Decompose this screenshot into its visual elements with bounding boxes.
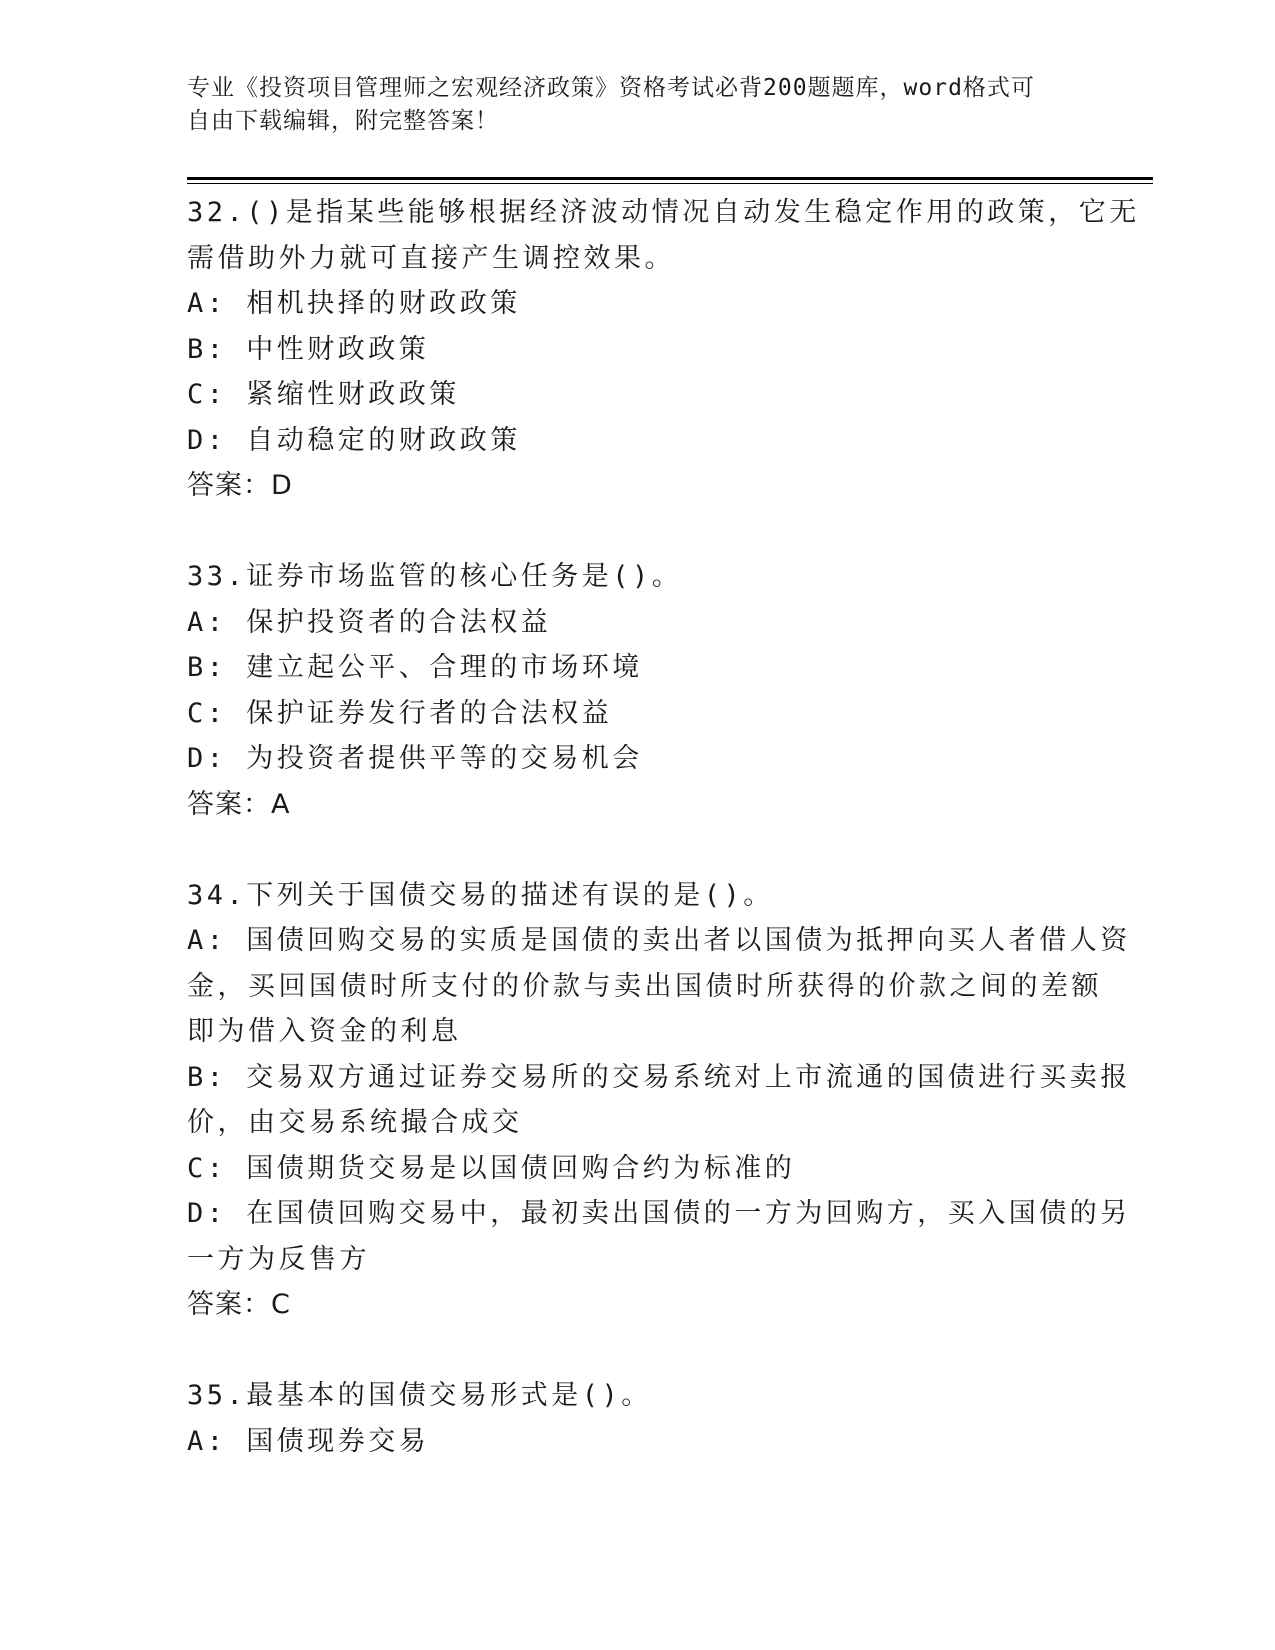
option-a: A: 保护投资者的合法权益 [187, 606, 552, 638]
option-a: A: 相机抉择的财政政策 [187, 288, 521, 319]
option-a: A: 国债回购交易的实质是国债的卖出者以国债为抵押向买人者借人资 [187, 925, 1131, 956]
option-b-continued: 价，由交易系统撮合成交 [187, 1107, 523, 1138]
question-list [187, 190, 1140, 1464]
question-stem: 34.下列关于国债交易的描述有误的是()。 [187, 879, 774, 911]
question-stem: 32.()是指某些能够根据经济波动情况自动发生稳定作用的政策，它无 [187, 197, 1140, 228]
option-d: D: 自动稳定的财政政策 [187, 424, 521, 456]
question-32 [187, 190, 1140, 509]
document-header [187, 72, 1087, 138]
option-b: B: 交易双方通过证券交易所的交易系统对上市流通的国债进行买卖报 [187, 1061, 1131, 1093]
header-line: 自由下载编辑，附完整答案！ [187, 108, 499, 134]
question-stem: 33.证券市场监管的核心任务是()。 [187, 561, 683, 592]
option-a: A: 国债现券交易 [187, 1425, 430, 1457]
header-divider-thick [187, 177, 1153, 180]
option-d: D: 为投资者提供平等的交易机会 [187, 743, 643, 774]
question-33 [187, 554, 1087, 827]
option-d: D: 在国债回购交易中，最初卖出国债的一方为回购方，买入国债的另 [187, 1198, 1131, 1229]
question-34 [187, 873, 1131, 1328]
option-b: B: 建立起公平、合理的市场环境 [187, 652, 643, 683]
option-c: C: 国债期货交易是以国债回购合约为标准的 [187, 1152, 796, 1184]
header-line: 专业《投资项目管理师之宏观经济政策》资格考试必背200题题库，word格式可 [187, 75, 1035, 101]
option-a-continued: 即为借入资金的利息 [187, 1016, 462, 1047]
header-divider-thin [187, 183, 1153, 184]
option-c: C: 紧缩性财政政策 [187, 379, 460, 410]
question-35 [187, 1373, 1087, 1464]
option-c: C: 保护证券发行者的合法权益 [187, 697, 613, 729]
option-d-continued: 一方为反售方 [187, 1243, 370, 1275]
option-a-continued: 金，买回国债时所支付的价款与卖出国债时所获得的价款之间的差额 [187, 970, 1102, 1002]
option-b: B: 中性财政政策 [187, 333, 430, 365]
answer: 答案：C [187, 1289, 291, 1320]
answer: 答案：A [187, 788, 291, 820]
answer: 答案：D [187, 470, 293, 501]
question-stem: 需借助外力就可直接产生调控效果。 [187, 242, 675, 274]
question-stem: 35.最基本的国债交易形式是()。 [187, 1380, 652, 1411]
